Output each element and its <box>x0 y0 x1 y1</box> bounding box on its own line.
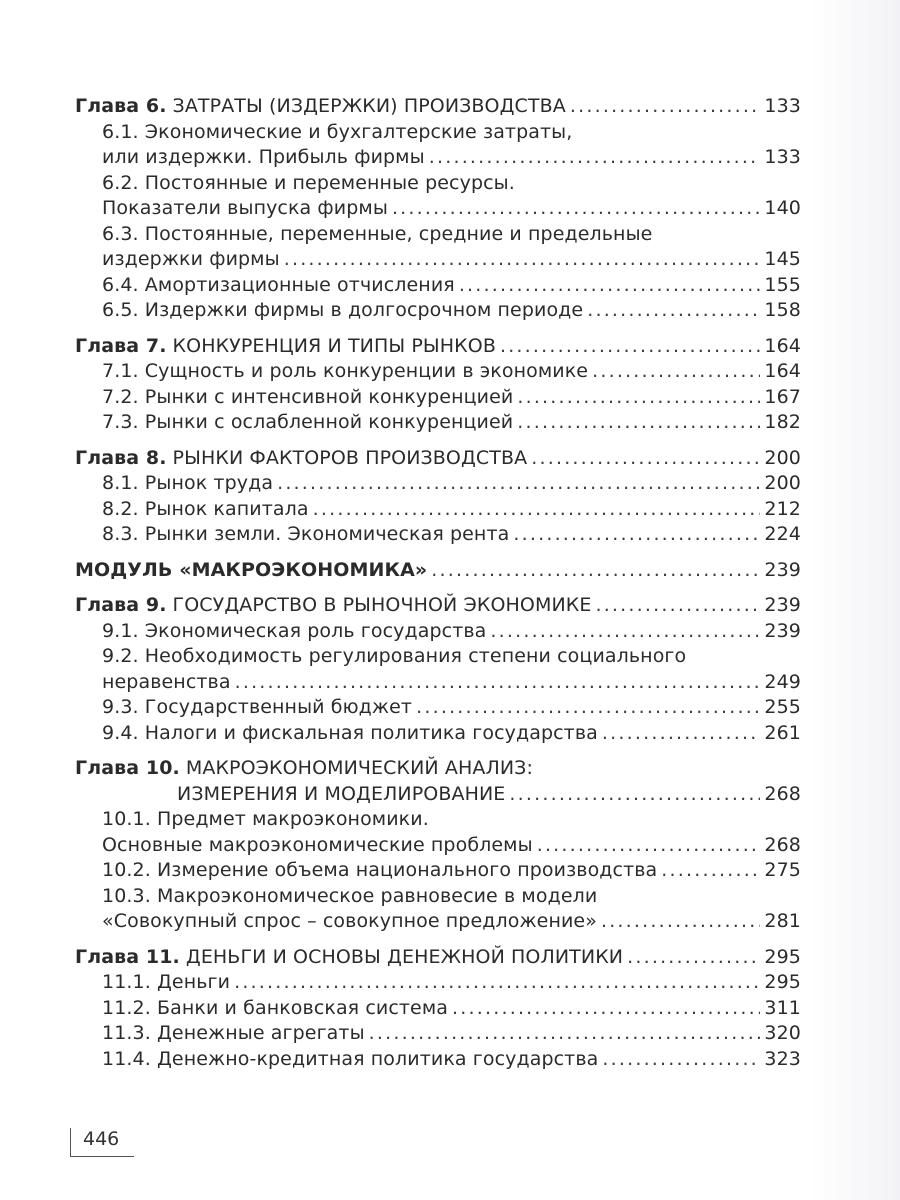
chapter-heading[interactable] <box>75 945 801 971</box>
page-gutter-shadow <box>810 0 900 1200</box>
dot-leader <box>369 1021 761 1047</box>
entry-title: 11.1. Деньги <box>102 971 231 993</box>
page-number: 295 <box>764 945 801 968</box>
entry-title: 9.3. Государственный бюджет <box>102 696 413 718</box>
dot-leader <box>429 145 761 171</box>
dot-leader <box>452 996 760 1022</box>
page-number: 239 <box>764 558 801 581</box>
entry-title: 7.3. Рынки с ослабленной конкуренцией <box>102 411 514 433</box>
entry-title: 7.1. Сущность и роль конкуренции в экономике <box>102 360 589 382</box>
dot-leader <box>627 945 760 971</box>
dot-leader <box>531 446 760 472</box>
entry-title: 11.3. Денежные агрегаты <box>102 1022 365 1044</box>
dot-leader <box>517 385 760 411</box>
page-number: 164 <box>764 360 801 382</box>
toc-entry-8-3[interactable] <box>75 522 801 548</box>
dot-leader <box>587 298 760 324</box>
chapter-title: ДЕНЬГИ И ОСНОВЫ ДЕНЕЖНОЙ ПОЛИТИКИ <box>185 945 624 968</box>
toc-chapter-6 <box>75 94 801 324</box>
entry-title-cont: неравенства <box>102 670 231 693</box>
page-number: 311 <box>764 996 801 1019</box>
chapter-heading[interactable] <box>75 94 801 120</box>
page-number: 268 <box>764 833 801 856</box>
page-number: 281 <box>764 910 801 932</box>
page-number: 239 <box>764 619 801 642</box>
module-heading[interactable] <box>75 558 801 584</box>
toc-entry-8-1[interactable] <box>75 471 801 497</box>
entry-title-cont: или издержки. Прибыль фирмы <box>102 146 425 168</box>
entry-title: 6.1. Экономические и бухгалтерские затраты, <box>102 120 573 143</box>
dot-leader <box>570 94 761 120</box>
toc-entry-6-4[interactable] <box>75 273 801 299</box>
chapter-heading-line1[interactable] <box>75 756 801 782</box>
page-number: 320 <box>764 1022 801 1044</box>
toc-entry-10-3-line1[interactable] <box>75 884 801 910</box>
dot-leader <box>537 833 761 859</box>
dot-leader <box>500 334 760 360</box>
entry-title: 10.1. Предмет макроэкономики. <box>102 808 429 830</box>
toc-entry-7-2[interactable] <box>75 385 801 411</box>
chapter-title: МАКРОЭКОНОМИЧЕСКИЙ АНАЛИЗ: <box>185 757 533 779</box>
toc-chapter-8 <box>75 446 801 548</box>
toc-entry-6-5[interactable] <box>75 298 801 324</box>
page-number: 167 <box>764 385 801 408</box>
toc-entry-6-1-line1[interactable] <box>75 120 801 146</box>
entry-title: 9.2. Необходимость регулирования степени социального <box>102 645 687 667</box>
chapter-prefix: Глава 9. <box>75 594 167 616</box>
page-number: 164 <box>764 334 801 357</box>
chapter-title: ГОСУДАРСТВО В РЫНОЧНОЙ ЭКОНОМИКЕ <box>172 594 592 616</box>
dot-leader <box>592 359 760 385</box>
entry-title: 8.3. Рынки земли. Экономическая рента <box>102 523 510 545</box>
page-number: 249 <box>764 670 801 693</box>
page-number: 295 <box>764 971 801 993</box>
toc-entry-9-3[interactable] <box>75 695 801 721</box>
toc-entry-9-2-line1[interactable] <box>75 644 801 670</box>
toc-entry-6-2[interactable] <box>75 196 801 222</box>
toc-entry-9-1[interactable] <box>75 619 801 645</box>
page-number: 224 <box>764 523 801 545</box>
entry-title: 6.3. Постоянные, переменные, средние и предельные <box>102 222 653 245</box>
chapter-prefix: Глава 11. <box>75 945 180 968</box>
dot-leader <box>313 497 761 523</box>
dot-leader <box>595 593 760 619</box>
page-number: 182 <box>764 411 801 433</box>
toc-entry-10-3[interactable] <box>75 909 801 935</box>
toc-entry-6-3-line1[interactable] <box>75 222 801 248</box>
page-number: 155 <box>764 273 801 296</box>
chapter-prefix: Глава 8. <box>75 446 167 469</box>
entry-title: 7.2. Рынки с интенсивной конкуренцией <box>102 385 514 408</box>
dot-leader <box>601 909 760 935</box>
page-number: 261 <box>764 721 801 744</box>
toc-entry-11-4[interactable] <box>75 1047 801 1073</box>
folio-bracket <box>70 1128 134 1157</box>
page-number: 140 <box>764 197 801 219</box>
page-number: 268 <box>764 782 801 805</box>
toc-entry-11-1[interactable] <box>75 970 801 996</box>
dot-leader <box>235 670 761 696</box>
toc-entry-7-3[interactable] <box>75 410 801 436</box>
chapter-heading[interactable] <box>75 334 801 360</box>
page-number: 158 <box>764 299 801 321</box>
entry-title: 6.5. Издержки фирмы в долгосрочном периоде <box>102 299 584 321</box>
toc-chapter-9 <box>75 593 801 746</box>
chapter-heading[interactable] <box>75 782 801 808</box>
chapter-title-cont: ИЗМЕРЕНИЯ И МОДЕЛИРОВАНИЕ <box>177 782 506 805</box>
toc-entry-6-2-line1[interactable] <box>75 171 801 197</box>
entry-title: 10.2. Измерение объема национального производства <box>102 859 658 881</box>
entry-title-cont: издержки фирмы <box>102 248 280 270</box>
dot-leader <box>490 619 760 645</box>
toc-entry-6-3[interactable] <box>75 247 801 273</box>
toc-entry-11-2[interactable] <box>75 996 801 1022</box>
entry-title: 8.1. Рынок труда <box>102 472 274 494</box>
chapter-heading[interactable] <box>75 593 801 619</box>
dot-leader <box>513 522 760 548</box>
page-number: 239 <box>764 594 801 616</box>
toc-entry-10-2[interactable] <box>75 858 801 884</box>
page-number: 200 <box>764 446 801 469</box>
chapter-title: КОНКУРЕНЦИЯ И ТИПЫ РЫНКОВ <box>172 334 496 357</box>
page-number: 275 <box>764 859 801 881</box>
chapter-title: ЗАТРАТЫ (ИЗДЕРЖКИ) ПРОИЗВОДСТВА <box>172 95 566 117</box>
page-number: 133 <box>764 146 801 168</box>
dot-leader <box>416 695 760 721</box>
entry-title: 11.2. Банки и банковская система <box>102 996 449 1019</box>
dot-leader <box>517 410 760 436</box>
dot-leader <box>431 558 760 584</box>
table-of-contents <box>75 94 801 1082</box>
page-number: 145 <box>764 248 801 270</box>
entry-title: 10.3. Макроэкономическое равновесие в модели <box>102 884 598 907</box>
toc-entry-9-4[interactable] <box>75 721 801 747</box>
entry-title-cont: Показатели выпуска фирмы <box>102 197 388 219</box>
entry-title: 8.2. Рынок капитала <box>102 497 309 520</box>
dot-leader <box>277 471 760 497</box>
entry-title: 9.1. Экономическая роль государства <box>102 619 487 642</box>
chapter-prefix: Глава 6. <box>75 95 167 117</box>
toc-entry-10-1-line1[interactable] <box>75 807 801 833</box>
entry-title: 11.4. Денежно-кредитная политика государства <box>102 1047 599 1070</box>
chapter-heading[interactable] <box>75 446 801 472</box>
entry-title-cont: «Совокупный спрос – совокупное предложение» <box>102 910 597 932</box>
toc-module-macroeconomics <box>75 558 801 584</box>
dot-leader <box>602 1047 760 1073</box>
toc-entry-7-1[interactable] <box>75 359 801 385</box>
dot-leader <box>509 782 760 808</box>
toc-entry-8-2[interactable] <box>75 497 801 523</box>
dot-leader <box>392 196 760 222</box>
page-number: 323 <box>764 1047 801 1070</box>
toc-entry-11-3[interactable] <box>75 1021 801 1047</box>
entry-title-cont: Основные макроэкономические проблемы <box>102 833 533 856</box>
chapter-prefix: Глава 7. <box>75 334 167 357</box>
toc-chapter-10 <box>75 756 801 935</box>
toc-entry-9-2[interactable] <box>75 670 801 696</box>
page-number: 255 <box>764 696 801 718</box>
dot-leader <box>459 273 761 299</box>
dot-leader <box>602 721 761 747</box>
entry-title: 6.2. Постоянные и переменные ресурсы. <box>102 171 515 194</box>
chapter-title: РЫНКИ ФАКТОРОВ ПРОИЗВОДСТВА <box>172 446 528 469</box>
dot-leader <box>234 970 760 996</box>
chapter-prefix: Глава 10. <box>75 757 180 779</box>
module-title: МОДУЛЬ «МАКРОЭКОНОМИКА» <box>75 558 428 581</box>
toc-entry-10-1[interactable] <box>75 833 801 859</box>
entry-title: 9.4. Налоги и фискальная политика государства <box>102 721 598 744</box>
page-number: 133 <box>764 95 801 117</box>
toc-chapter-11 <box>75 945 801 1073</box>
entry-title: 6.4. Амортизационные отчисления <box>102 273 455 296</box>
dot-leader <box>284 247 761 273</box>
folio-page-number: 446 <box>83 1128 120 1150</box>
page-number: 212 <box>764 497 801 520</box>
page-number: 200 <box>764 472 801 494</box>
toc-entry-6-1[interactable] <box>75 145 801 171</box>
toc-chapter-7 <box>75 334 801 436</box>
dot-leader <box>661 858 760 884</box>
